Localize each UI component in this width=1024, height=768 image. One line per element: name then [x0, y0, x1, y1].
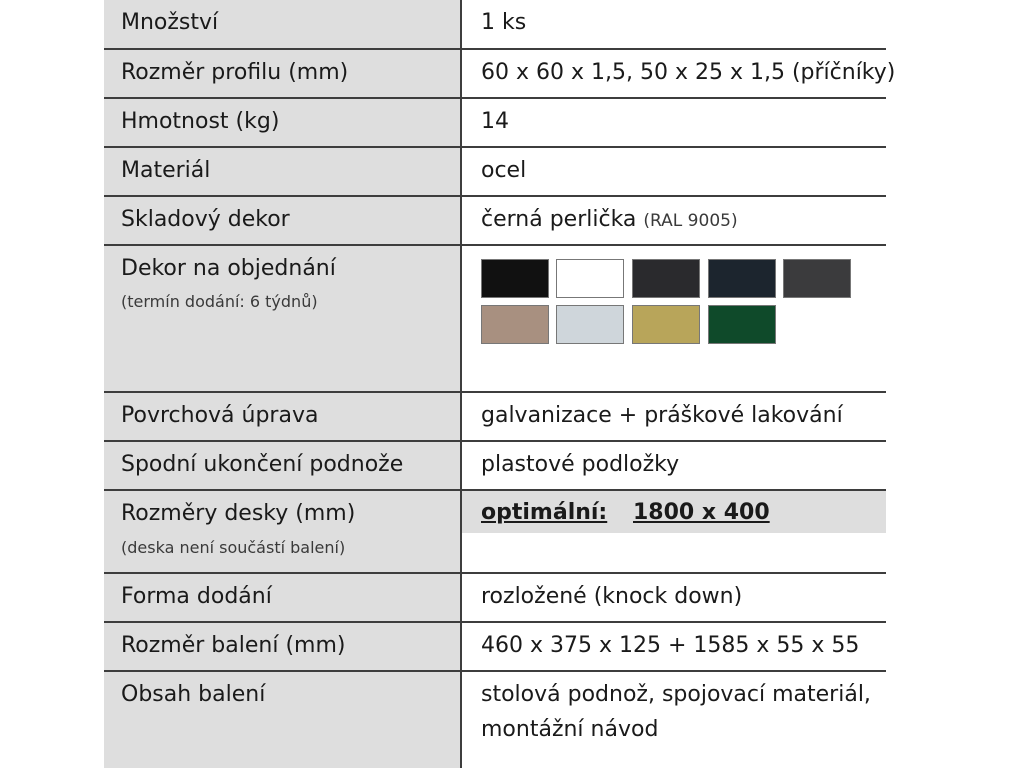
value-cell [462, 393, 886, 440]
row-label: Spodní ukončení podnože [121, 452, 404, 477]
value-cell [462, 99, 886, 146]
row-label: Rozměr profilu (mm) [121, 60, 349, 85]
row-label: Materiál [121, 158, 211, 183]
row-value: 460 x 375 x 125 + 1585 x 55 x 55 [481, 633, 860, 658]
spec-row-rozmer-profilu [104, 50, 896, 99]
row-label: Skladový dekor [121, 207, 290, 232]
label-cell [104, 574, 462, 621]
value-cell [462, 197, 886, 244]
label-cell [104, 491, 462, 572]
value-cell [462, 246, 886, 391]
value-cell [462, 491, 886, 572]
value-cell [462, 442, 886, 489]
spec-table [104, 0, 896, 768]
color-swatch-dark-navy [708, 259, 776, 298]
dimensions-label: optimální: [481, 500, 608, 525]
row-label: Rozměry desky (mm) [121, 501, 356, 526]
color-swatch-white [556, 259, 624, 298]
color-swatch-gold [632, 305, 700, 344]
row-label: Rozměr balení (mm) [121, 633, 346, 658]
row-sublabel: (deska není součástí balení) [121, 538, 346, 557]
row-value: rozložené (knock down) [481, 584, 743, 609]
spec-row-skladovy-dekor [104, 197, 886, 246]
label-cell [104, 672, 462, 768]
color-swatch-black-glossy [481, 259, 549, 298]
row-value: plastové podložky [481, 452, 680, 477]
row-label: Forma dodání [121, 584, 272, 609]
value-cell [462, 672, 886, 768]
color-swatch-beige-brown [481, 305, 549, 344]
spec-row-hmotnost [104, 99, 886, 148]
row-value: černá perlička [481, 207, 637, 232]
row-value-wrap [481, 205, 738, 236]
row-label: Obsah balení [121, 682, 266, 707]
row-value-line-1: stolová podnož, spojovací materiál, [481, 682, 871, 707]
spec-row-mnozstvi [104, 0, 886, 50]
label-cell [104, 0, 462, 48]
value-cell [462, 148, 886, 195]
label-cell [104, 442, 462, 489]
color-swatch-anthracite [783, 259, 851, 298]
spec-row-rozmery-desky [104, 491, 886, 574]
label-cell [104, 246, 462, 391]
spec-row-rozmer-baleni [104, 623, 886, 672]
label-cell [104, 148, 462, 195]
label-cell [104, 197, 462, 244]
spec-row-dekor-na-objednani [104, 246, 886, 393]
row-value: ocel [481, 158, 527, 183]
value-cell [462, 50, 896, 97]
row-value: 14 [481, 109, 509, 134]
dimensions-value: 1800 x 400 [633, 500, 770, 525]
row-value-note: (RAL 9005) [643, 211, 738, 231]
value-cell [462, 574, 886, 621]
value-cell [462, 623, 886, 670]
row-value-multiline [481, 677, 871, 747]
spec-row-material [104, 148, 886, 197]
spec-row-obsah-baleni [104, 672, 886, 768]
color-swatch-dark-green [708, 305, 776, 344]
spec-row-forma-dodani [104, 574, 886, 623]
row-value: 1 ks [481, 10, 527, 35]
label-cell [104, 393, 462, 440]
row-label: Hmotnost (kg) [121, 109, 280, 134]
spec-row-povrchova-uprava [104, 393, 886, 442]
spec-row-spodni-ukonceni [104, 442, 886, 491]
color-swatch-black-textured [632, 259, 700, 298]
row-value-line-2: montážní návod [481, 717, 659, 742]
label-cell [104, 623, 462, 670]
dimensions-highlight [462, 491, 886, 533]
label-cell [104, 99, 462, 146]
value-cell [462, 0, 886, 48]
row-value: galvanizace + práškové lakování [481, 403, 843, 428]
row-label: Povrchová úprava [121, 403, 319, 428]
row-value: 60 x 60 x 1,5, 50 x 25 x 1,5 (příčníky) [481, 60, 896, 85]
row-label: Množství [121, 10, 219, 35]
color-swatch-light-grey [556, 305, 624, 344]
row-label: Dekor na objednání [121, 256, 336, 281]
label-cell [104, 50, 462, 97]
row-sublabel: (termín dodání: 6 týdnů) [121, 292, 318, 311]
